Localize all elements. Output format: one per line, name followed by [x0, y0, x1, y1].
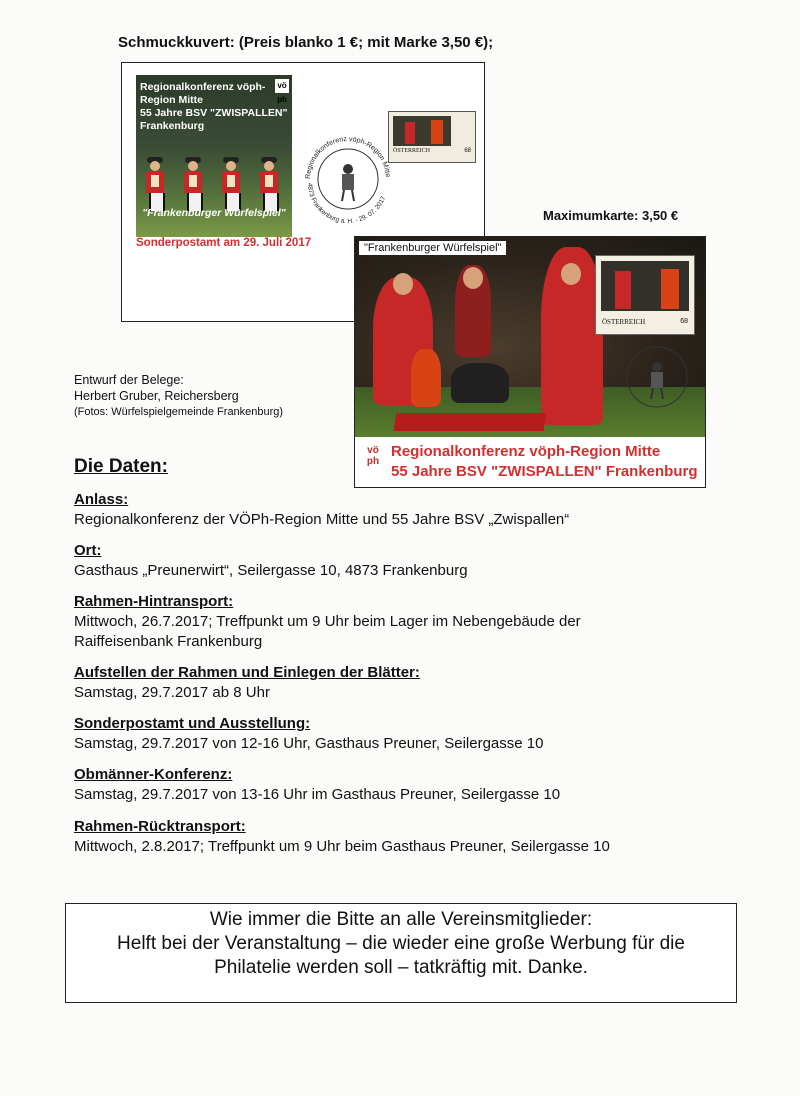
- detail-label: Sonderpostamt und Ausstellung:: [74, 715, 311, 732]
- detail-label: Aufstellen der Rahmen und Einlegen der Blätter:: [74, 664, 420, 681]
- voeph-logo: vö ph: [366, 445, 380, 467]
- detail-label: Obmänner-Konferenz:: [74, 766, 233, 783]
- detail-label: Rahmen-Hintransport:: [74, 593, 234, 610]
- envelope-title-line1: Regionalkonferenz vöph-Region Mitte: [140, 81, 266, 106]
- credits-line1: Entwurf der Belege:: [74, 373, 184, 387]
- detail-text: Samstag, 29.7.2017 ab 8 Uhr: [74, 684, 270, 701]
- maximum-card-tag: "Frankenburger Würfelspiel": [359, 241, 506, 255]
- stamp-country: ÖSTERREICH: [602, 318, 646, 326]
- closing-appeal-box: [65, 903, 737, 1003]
- design-credits: [74, 372, 283, 420]
- postmark-text-bottom: 4873 Frankenburg a. H. - 29. 07. 2017: [305, 182, 388, 226]
- stamp-value: 68: [680, 318, 688, 325]
- closing-appeal-text: Wie immer die Bitte an alle Vereinsmitglieder: Helft bei der Veranstaltung – die wieder eine große Werbung für die Philatelie werden soll – tatkräftig mit. Danke.: [117, 909, 685, 978]
- stamp-image: [393, 116, 451, 146]
- stamp-image: [601, 261, 689, 311]
- detail-text: Mittwoch, 2.8.2017; Treffpunkt um 9 Uhr beim Gasthaus Preuner, Seilergasse 10: [74, 838, 610, 855]
- credits-line2: Herbert Gruber, Reichersberg: [74, 389, 239, 403]
- detail-label: Rahmen-Rücktransport:: [74, 818, 246, 835]
- detail-entry-chairmen-conference: [74, 765, 774, 805]
- maximum-card-caption: Maximumkarte: 3,50 €: [543, 208, 679, 223]
- postmark-icon: [611, 327, 703, 423]
- detail-entry-frame-delivery: [74, 592, 774, 652]
- envelope-banner: "Frankenburger Würfelspiel": [142, 207, 286, 219]
- envelope-title-line2: 55 Jahre BSV "ZWISPALLEN" Frankenburg: [140, 107, 288, 132]
- envelope-title: [140, 81, 288, 133]
- postmark-text-top: Regionalkonferenz vöph-Region Mitte: [304, 135, 391, 180]
- detail-entry-location: [74, 541, 774, 581]
- detail-entry-occasion: [74, 490, 774, 530]
- detail-entry-special-post-office: [74, 714, 774, 754]
- detail-text: Regionalkonferenz der VÖPh-Region Mitte und 55 Jahre BSV „Zwispallen“: [74, 511, 570, 528]
- maximum-card-stamp: [595, 255, 695, 335]
- envelope-footer: Sonderpostamt am 29. Juli 2017: [136, 237, 312, 249]
- section-title: Die Daten:: [74, 456, 168, 477]
- credits-line3: (Fotos: Würfelspielgemeinde Frankenburg): [74, 406, 284, 418]
- cover-caption: Schmuckkuvert: (Preis blanko 1 €; mit Marke 3,50 €);: [118, 34, 494, 51]
- postage-stamp: [388, 111, 476, 163]
- detail-label: Ort:: [74, 542, 102, 559]
- voeph-logo: vö ph: [275, 79, 289, 93]
- detail-text: Mittwoch, 26.7.2017; Treffpunkt um 9 Uhr beim Lager im Nebengebäude der Raiffeisenbank Frankenburg: [74, 613, 581, 650]
- detail-text: Samstag, 29.7.2017 von 12-16 Uhr, Gasthaus Preuner, Seilergasse 10: [74, 735, 544, 752]
- detail-text: Samstag, 29.7.2017 von 13-16 Uhr im Gasthaus Preuner, Seilergasse 10: [74, 786, 561, 803]
- detail-label: Anlass:: [74, 491, 129, 508]
- maximum-card: [354, 236, 706, 488]
- detail-entry-setup: [74, 663, 774, 703]
- stamp-country: ÖSTERREICH: [393, 148, 431, 154]
- maximum-card-line2: 55 Jahre BSV "ZWISPALLEN" Frankenburg: [391, 463, 698, 480]
- detail-entry-frame-return: [74, 817, 774, 857]
- stamp-value: 68: [464, 148, 471, 154]
- envelope-photo: [136, 75, 292, 237]
- maximum-card-footer: [355, 437, 705, 487]
- detail-text: Gasthaus „Preunerwirt“, Seilergasse 10, 4873 Frankenburg: [74, 562, 468, 579]
- maximum-card-line1: Regionalkonferenz vöph-Region Mitte: [391, 443, 661, 460]
- postmark-icon: [298, 127, 398, 227]
